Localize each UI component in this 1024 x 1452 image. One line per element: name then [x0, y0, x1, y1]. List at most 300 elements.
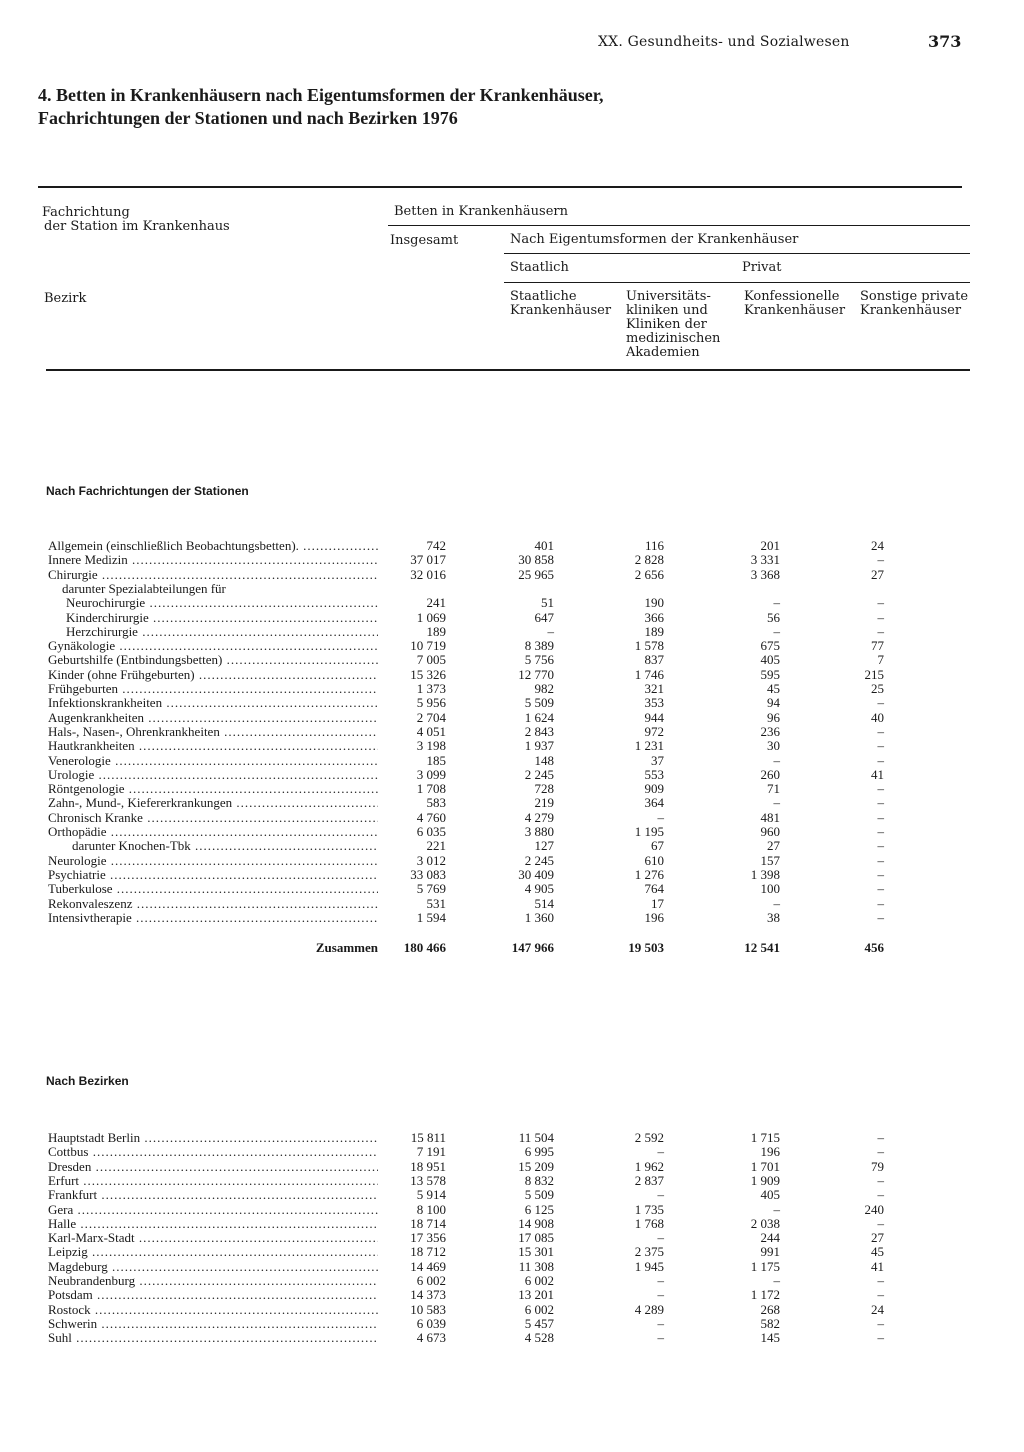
cell-col4: 260: [760, 766, 780, 782]
header-betten: Betten in Krankenhäusern: [394, 204, 568, 219]
cell-col2: 2 245: [524, 852, 554, 868]
cell-col3: 1 746: [634, 666, 664, 682]
cell-col3: –: [657, 1330, 664, 1346]
header-col3-line: kliniken und: [626, 303, 708, 318]
running-head: XX. Gesundheits- und Sozialwesen: [598, 34, 850, 50]
cell-col1: 185: [426, 752, 446, 768]
cell-col4: 1 398: [750, 866, 780, 882]
cell-col3: 1 735: [634, 1201, 664, 1217]
row-label: Innere Medizin .....: [48, 553, 378, 567]
cell-col5: –: [877, 1287, 884, 1303]
cell-col2: 982: [534, 681, 554, 696]
cell-col1: 5 914: [416, 1187, 446, 1203]
cell-col5: 40: [871, 709, 884, 725]
row-label: Suhl .....: [48, 1331, 378, 1345]
table-row: [0, 1274, 1024, 1288]
cell-col5: –: [877, 1144, 884, 1160]
cell-col2: 5 756: [524, 652, 554, 668]
cell-col1: 8 100: [416, 1201, 446, 1217]
header-konfessionelle-krankenhaeuser: [744, 290, 845, 318]
row-label: Frühgeburten .....: [48, 682, 378, 696]
cell-col1: 18 714: [410, 1215, 446, 1231]
cell-col3: 1 962: [634, 1158, 664, 1174]
header-bottom-rule: [46, 369, 970, 371]
cell-col4: 56: [767, 609, 780, 625]
table-row: [0, 1174, 1024, 1188]
cell-col5: 41: [871, 766, 884, 782]
cell-col3: 1 578: [634, 638, 664, 654]
cell-col1: 5 769: [416, 881, 446, 897]
table-row: [0, 639, 1024, 653]
cell-col4: 405: [760, 1187, 780, 1203]
header-rule-eigentum: [504, 253, 970, 254]
cell-col5: 79: [871, 1158, 884, 1174]
cell-col4: 94: [767, 695, 780, 711]
table-row: [0, 1331, 1024, 1345]
header-col2-line: Staatliche: [510, 289, 577, 304]
header-col3-line: Kliniken der: [626, 317, 707, 332]
table-row: [0, 653, 1024, 667]
cell-col5: –: [877, 838, 884, 854]
cell-col2: 647: [534, 609, 554, 625]
table-row: [0, 1131, 1024, 1145]
cell-col4: 1 715: [750, 1130, 780, 1145]
cell-col1: 7 191: [416, 1144, 446, 1160]
table-row: [0, 868, 1024, 882]
table-row: [0, 911, 1024, 925]
row-label: Gynäkologie .....: [48, 639, 378, 653]
cell-col3: 1 276: [634, 866, 664, 882]
cell-col4: –: [773, 595, 780, 611]
cell-col3: 837: [644, 652, 664, 668]
cell-col5: –: [877, 595, 884, 611]
cell-col5: 25: [871, 681, 884, 696]
cell-col1: 6 035: [416, 824, 446, 839]
cell-col5: –: [877, 852, 884, 868]
cell-col5: 24: [871, 1301, 884, 1317]
table-row: [0, 1188, 1024, 1202]
cell-col4: 582: [760, 1315, 780, 1331]
cell-col1: 1 708: [416, 781, 446, 797]
cell-col4: 96: [767, 709, 780, 725]
cell-col3: 196: [644, 909, 664, 925]
cell-col1: 4 673: [416, 1330, 446, 1346]
cell-col2: 3 880: [524, 824, 554, 839]
table-row: [0, 768, 1024, 782]
cell-col2: 1 937: [524, 738, 554, 754]
cell-col3: 944: [644, 709, 664, 725]
cell-col4: 244: [760, 1230, 780, 1246]
cell-col1: 742: [426, 538, 446, 553]
cell-col3: 1 231: [634, 738, 664, 754]
cell-col2: 15 209: [518, 1158, 554, 1174]
section-title-bezirke: Nach Bezirken: [46, 1074, 129, 1088]
cell-col1: 14 373: [410, 1287, 446, 1303]
table-row: [0, 1231, 1024, 1245]
cell-col5: 27: [871, 1230, 884, 1246]
cell-col1: 32 016: [410, 566, 446, 582]
table-row: [0, 596, 1024, 610]
header-insgesamt: Insgesamt: [390, 233, 459, 248]
header-col5-line: Sonstige private: [860, 289, 969, 304]
stub-header-line-1: Fachrichtung: [42, 205, 130, 220]
row-label: Neubrandenburg .....: [48, 1274, 378, 1288]
cell-col3: –: [657, 1187, 664, 1203]
cell-col4: 3 368: [750, 566, 780, 582]
cell-col5: 240: [864, 1201, 884, 1217]
row-label: Erfurt .....: [48, 1174, 378, 1188]
table-row: [0, 1203, 1024, 1217]
cell-col3: 2 592: [634, 1130, 664, 1145]
row-label: Dresden .....: [48, 1160, 378, 1174]
cell-col5: –: [877, 552, 884, 568]
row-label: Neurologie .....: [48, 854, 378, 868]
cell-col3: 17: [651, 895, 664, 911]
row-label: darunter Knochen-Tbk .....: [72, 839, 378, 853]
cell-col4: –: [773, 1273, 780, 1288]
cell-col5: –: [877, 609, 884, 625]
total-label: Zusammen: [315, 941, 378, 955]
cell-col5: –: [877, 824, 884, 839]
table-row: [0, 825, 1024, 839]
cell-col2: 148: [534, 752, 554, 768]
table-row: [0, 1288, 1024, 1302]
cell-col1: 4 051: [416, 723, 446, 739]
row-label: Hals-, Nasen-, Ohrenkrankheiten .....: [48, 725, 378, 739]
cell-col5: –: [877, 1187, 884, 1203]
row-label: Chronisch Kranke .....: [48, 811, 378, 825]
page-number: 373: [928, 32, 962, 51]
row-label: Neurochirurgie .....: [66, 596, 378, 610]
cell-col3: –: [657, 1144, 664, 1160]
cell-col3: 2 656: [634, 566, 664, 582]
total-cell-col4: 12 541: [744, 940, 780, 955]
stub-header-line-2: der Station im Krankenhaus: [44, 219, 230, 234]
header-col3-line: medizinischen: [626, 331, 721, 346]
row-label: Schwerin .....: [48, 1317, 378, 1331]
cell-col5: –: [877, 695, 884, 711]
cell-col1: 3 012: [416, 852, 446, 868]
cell-col2: 12 770: [518, 666, 554, 682]
cell-col1: 17 356: [410, 1230, 446, 1246]
cell-col1: 3 198: [416, 738, 446, 754]
table-title-line-2: Fachrichtungen der Stationen und nach Bezirken 1976: [38, 108, 458, 128]
cell-col1: 14 469: [410, 1258, 446, 1274]
cell-col5: –: [877, 752, 884, 768]
table-row: [0, 553, 1024, 567]
cell-col1: 189: [426, 623, 446, 639]
cell-col3: –: [657, 1273, 664, 1288]
header-col3-line: Universitäts-: [626, 289, 711, 304]
row-label: Herzchirurgie .....: [66, 625, 378, 639]
cell-col5: –: [877, 1315, 884, 1331]
table-row: [0, 582, 1024, 596]
cell-col4: 38: [767, 909, 780, 925]
header-sonstige-private-krankenhaeuser: [860, 290, 968, 318]
table-row: [0, 839, 1024, 853]
cell-col3: 972: [644, 723, 664, 739]
cell-col4: 1 172: [750, 1287, 780, 1303]
cell-col4: 236: [760, 723, 780, 739]
cell-col2: 30 858: [518, 552, 554, 568]
cell-col4: 157: [760, 852, 780, 868]
cell-col4: 100: [760, 881, 780, 897]
cell-col3: 67: [651, 838, 664, 854]
table-row: [0, 897, 1024, 911]
row-label: Gera .....: [48, 1203, 378, 1217]
header-col2-line: Krankenhäuser: [510, 303, 612, 318]
cell-col1: 3 099: [416, 766, 446, 782]
row-label: Halle .....: [48, 1217, 378, 1231]
table-row: [0, 796, 1024, 810]
table-row: [0, 668, 1024, 682]
cell-col3: 190: [644, 595, 664, 611]
row-label: Orthopädie .....: [48, 825, 378, 839]
cell-col1: 33 083: [410, 866, 446, 882]
row-label: Röntgenologie .....: [48, 782, 378, 796]
cell-col5: –: [877, 1215, 884, 1231]
header-col3-line: Akademien: [626, 345, 700, 360]
cell-col2: 4 528: [524, 1330, 554, 1346]
cell-col4: 27: [767, 838, 780, 854]
table-row: [0, 611, 1024, 625]
cell-col5: 215: [864, 666, 884, 682]
cell-col4: –: [773, 795, 780, 811]
row-label: Frankfurt .....: [48, 1188, 378, 1202]
stub-header: [42, 206, 230, 234]
cell-col2: 514: [534, 895, 554, 911]
cell-col5: –: [877, 623, 884, 639]
cell-col2: 5 457: [524, 1315, 554, 1331]
header-universitaetskliniken: [626, 290, 720, 360]
row-label: Chirurgie .....: [48, 568, 378, 582]
cell-col4: 201: [760, 538, 780, 553]
row-label: Rostock .....: [48, 1303, 378, 1317]
cell-col2: 11 308: [518, 1258, 554, 1274]
cell-col1: 6 002: [416, 1273, 446, 1288]
table-row: [0, 711, 1024, 725]
cell-col5: –: [877, 738, 884, 754]
cell-col2: 11 504: [518, 1130, 554, 1145]
cell-col4: –: [773, 895, 780, 911]
table-row: [0, 1217, 1024, 1231]
cell-col1: 13 578: [410, 1172, 446, 1188]
row-label: Geburtshilfe (Entbindungsbetten) .....: [48, 653, 378, 667]
cell-col2: 13 201: [518, 1287, 554, 1303]
row-label: Tuberkulose .....: [48, 882, 378, 896]
cell-col3: 764: [644, 881, 664, 897]
cell-col4: 1 909: [750, 1172, 780, 1188]
cell-col2: 5 509: [524, 695, 554, 711]
cell-col2: 17 085: [518, 1230, 554, 1246]
cell-col2: 14 908: [518, 1215, 554, 1231]
row-label: Zahn-, Mund-, Kiefererkrankungen .....: [48, 796, 378, 810]
table-row: [0, 1160, 1024, 1174]
cell-col1: 4 760: [416, 809, 446, 825]
table-row: [0, 539, 1024, 553]
cell-col1: 1 069: [416, 609, 446, 625]
total-cell-col1: 180 466: [403, 940, 446, 955]
total-row: [0, 941, 1024, 955]
cell-col1: 15 811: [410, 1130, 446, 1145]
cell-col1: 241: [426, 595, 446, 611]
top-rule: [38, 186, 962, 188]
row-label: Karl-Marx-Stadt .....: [48, 1231, 378, 1245]
cell-col3: –: [657, 1287, 664, 1303]
table-row: [0, 682, 1024, 696]
cell-col4: –: [773, 752, 780, 768]
cell-col3: 116: [644, 538, 664, 553]
cell-col4: 1 701: [750, 1158, 780, 1174]
cell-col5: 27: [871, 566, 884, 582]
cell-col4: 960: [760, 824, 780, 839]
table-row: [0, 696, 1024, 710]
cell-col4: 675: [760, 638, 780, 654]
cell-col3: 2 828: [634, 552, 664, 568]
cell-col1: 10 583: [410, 1301, 446, 1317]
row-label: Intensivtherapie .....: [48, 911, 378, 925]
cell-col2: 1 360: [524, 909, 554, 925]
cell-col5: –: [877, 723, 884, 739]
cell-col2: 15 301: [518, 1244, 554, 1260]
row-label: Kinderchirurgie .....: [66, 611, 378, 625]
cell-col4: 3 331: [750, 552, 780, 568]
cell-col5: –: [877, 1273, 884, 1288]
header-staatliche-krankenhaeuser: [510, 290, 611, 318]
cell-col4: –: [773, 1201, 780, 1217]
cell-col2: 1 624: [524, 709, 554, 725]
cell-col5: –: [877, 1330, 884, 1346]
cell-col1: 6 039: [416, 1315, 446, 1331]
cell-col4: 595: [760, 666, 780, 682]
cell-col1: 531: [426, 895, 446, 911]
total-cell-col2: 147 966: [511, 940, 554, 955]
cell-col1: 18 712: [410, 1244, 446, 1260]
section-title-fachrichtungen: Nach Fachrichtungen der Stationen: [46, 484, 249, 498]
cell-col1: 37 017: [410, 552, 446, 568]
cell-col3: 2 375: [634, 1244, 664, 1260]
cell-col3: 909: [644, 781, 664, 797]
cell-col2: 4 905: [524, 881, 554, 897]
cell-col4: 1 175: [750, 1258, 780, 1274]
header-col4-line: Krankenhäuser: [744, 303, 846, 318]
table-row: [0, 811, 1024, 825]
table-row: [0, 1317, 1024, 1331]
cell-col4: –: [773, 623, 780, 639]
cell-col3: 364: [644, 795, 664, 811]
table-row: [0, 1145, 1024, 1159]
cell-col4: 268: [760, 1301, 780, 1317]
cell-col2: 728: [534, 781, 554, 797]
cell-col1: 1 594: [416, 909, 446, 925]
table-row: [0, 1260, 1024, 1274]
cell-col3: 366: [644, 609, 664, 625]
row-label: Cottbus .....: [48, 1145, 378, 1159]
cell-col3: 353: [644, 695, 664, 711]
cell-col3: –: [657, 1230, 664, 1246]
header-col5-line: Krankenhäuser: [860, 303, 962, 318]
header-col4-line: Konfessionelle: [744, 289, 840, 304]
cell-col3: 1 945: [634, 1258, 664, 1274]
cell-col2: 8 832: [524, 1172, 554, 1188]
cell-col2: 8 389: [524, 638, 554, 654]
cell-col2: 25 965: [518, 566, 554, 582]
table-row: [0, 754, 1024, 768]
cell-col1: 15 326: [410, 666, 446, 682]
header-staatlich: Staatlich: [510, 260, 569, 275]
table-row: [0, 854, 1024, 868]
table-title: [38, 84, 798, 130]
cell-col2: 2 245: [524, 766, 554, 782]
row-label: Hauptstadt Berlin .....: [48, 1131, 378, 1145]
cell-col4: 2 038: [750, 1215, 780, 1231]
stub-header-bezirk: Bezirk: [44, 291, 87, 306]
cell-col1: 221: [426, 838, 446, 854]
row-label: Leipzig .....: [48, 1245, 378, 1259]
table-row: [0, 625, 1024, 639]
cell-col2: 30 409: [518, 866, 554, 882]
row-label: Magdeburg .....: [48, 1260, 378, 1274]
cell-col4: 30: [767, 738, 780, 754]
cell-col2: 4 279: [524, 809, 554, 825]
cell-col3: 189: [644, 623, 664, 639]
cell-col5: 41: [871, 1258, 884, 1274]
cell-col4: 405: [760, 652, 780, 668]
cell-col1: 2 704: [416, 709, 446, 725]
row-label: Augenkrankheiten .....: [48, 711, 378, 725]
table-row: [0, 1303, 1024, 1317]
row-label: Urologie .....: [48, 768, 378, 782]
cell-col3: 2 837: [634, 1172, 664, 1188]
cell-col2: 2 843: [524, 723, 554, 739]
cell-col4: 196: [760, 1144, 780, 1160]
table-row: [0, 739, 1024, 753]
cell-col2: 401: [534, 538, 554, 553]
cell-col2: 127: [534, 838, 554, 854]
row-label: Potsdam .....: [48, 1288, 378, 1302]
row-label: Rekonvaleszenz .....: [48, 897, 378, 911]
row-label: Kinder (ohne Frühgeburten) .....: [48, 668, 378, 682]
cell-col5: 7: [877, 652, 884, 668]
cell-col5: –: [877, 1130, 884, 1145]
cell-col3: 37: [651, 752, 664, 768]
cell-col2: 51: [541, 595, 554, 611]
cell-col5: –: [877, 895, 884, 911]
total-cell-col3: 19 503: [628, 940, 664, 955]
cell-col4: 481: [760, 809, 780, 825]
table-row: [0, 782, 1024, 796]
cell-col4: 991: [760, 1244, 780, 1260]
cell-col3: 553: [644, 766, 664, 782]
total-cell-col5: 456: [864, 940, 884, 955]
cell-col2: 6 995: [524, 1144, 554, 1160]
cell-col5: –: [877, 1172, 884, 1188]
cell-col3: –: [657, 809, 664, 825]
cell-col4: 71: [767, 781, 780, 797]
cell-col3: –: [657, 1315, 664, 1331]
cell-col5: –: [877, 866, 884, 882]
header-rule-staatlich-privat: [504, 282, 970, 283]
cell-col3: 610: [644, 852, 664, 868]
cell-col5: –: [877, 909, 884, 925]
table-row: [0, 568, 1024, 582]
cell-col5: –: [877, 881, 884, 897]
header-rule-betten: [388, 225, 970, 226]
cell-col1: 10 719: [410, 638, 446, 654]
cell-col2: 219: [534, 795, 554, 811]
cell-col2: 5 509: [524, 1187, 554, 1203]
row-label: Infektionskrankheiten .....: [48, 696, 378, 710]
